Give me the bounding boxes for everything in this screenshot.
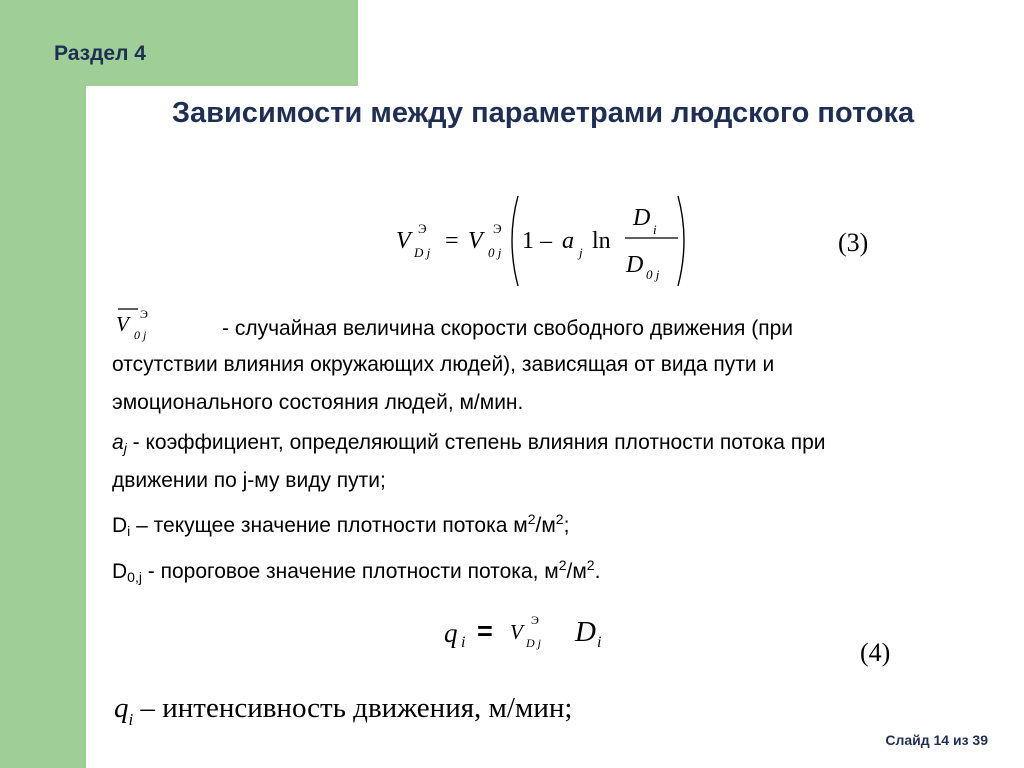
f4-v: V [510, 620, 523, 644]
d0j-letter: D [112, 560, 128, 583]
di-sup1: 2 [527, 511, 536, 527]
di-desc: – текущее значение плотности потока м [130, 514, 528, 537]
f3-dj-sub: D j [414, 245, 431, 260]
di-mid: /м [535, 514, 556, 537]
v0j-desc-line1: - случайная величина скорости свободного движения (при [222, 317, 793, 340]
f3-den-0j: 0 j [646, 267, 660, 282]
formula-4-number: (4) [860, 638, 891, 667]
d0j-sub: 0,j [127, 569, 142, 585]
section-label: Раздел 4 [54, 42, 146, 65]
aj-desc-line1: - коэффициент, определяющий степень влияния плотности потока при [126, 431, 826, 454]
v0j-e: Э [140, 307, 148, 321]
di-end: ; [563, 514, 570, 537]
f3-0j-sub: 0 j [488, 245, 502, 260]
f4-e: Э [531, 613, 539, 627]
d0j-mid: /м [566, 560, 587, 583]
f3-eq: = [445, 228, 459, 254]
f3-v: V [396, 228, 411, 254]
v0j-0j: 0 j [134, 328, 147, 342]
di-sub: i [127, 523, 131, 539]
aj-desc-line2: движении по j-му виду пути; [112, 469, 386, 492]
d0j-sup1: 2 [558, 557, 567, 573]
f3-ln: ln [592, 228, 611, 254]
f3-num-d: D [633, 205, 651, 231]
aj-letter: a [112, 431, 124, 454]
d0j-def [112, 552, 600, 590]
d0j-end: . [594, 560, 601, 583]
q-desc: – интенсивность движения, м/мин; [133, 692, 573, 724]
f3-num-i: i [653, 222, 657, 237]
f4-eq: = [477, 616, 493, 646]
d0j-desc: - пороговое значение плотности потока, м [141, 560, 559, 583]
f3-e-sup2: Э [493, 221, 502, 236]
f3-j-sub: j [579, 245, 583, 260]
q-letter: q [114, 692, 129, 724]
q-sub: i [128, 710, 134, 729]
v0j-desc-line2: отсутствии влияния окружающих людей), зависящая от вида пути и [112, 353, 775, 376]
q-definition [114, 692, 572, 730]
f3-v2: V [468, 228, 483, 254]
left-green-bar [0, 0, 86, 768]
di-def [112, 506, 569, 544]
di-sup2: 2 [555, 511, 564, 527]
f3-e-sup: Э [418, 221, 427, 236]
di-letter: D [112, 514, 128, 537]
v0j-v: V [116, 312, 129, 336]
f3-a: a [562, 228, 574, 254]
formula-3-number: (3) [838, 228, 869, 257]
f4-dj: D j [526, 636, 541, 650]
f3-den-d: D [626, 252, 644, 278]
aj-sub: j [123, 440, 127, 456]
f4-d-sub: i [597, 634, 602, 651]
v0j-desc-line3: эмоционального состояния людей, м/мин. [112, 391, 524, 414]
f4-q-sub: i [461, 634, 466, 651]
f4-q: q [444, 618, 458, 648]
slide-counter: Слайд 14 из 39 [885, 732, 988, 748]
f4-d: D [575, 616, 596, 648]
slide-title: Зависимости между параметрами людского потока [171, 97, 915, 129]
aj-def-line1 [112, 430, 826, 461]
d0j-sup2: 2 [586, 557, 595, 573]
f3-one-minus: 1 – [522, 228, 552, 254]
